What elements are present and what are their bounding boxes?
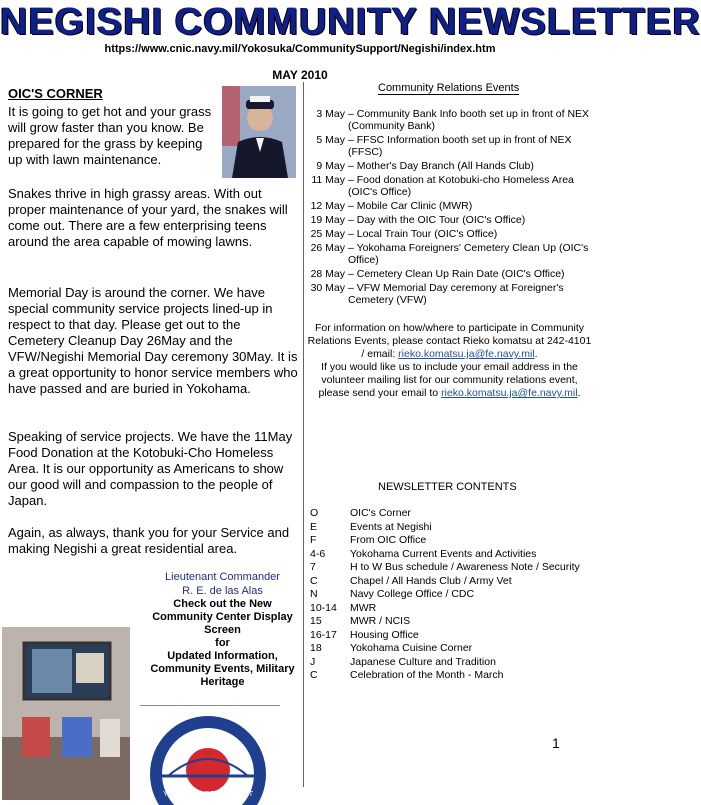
event-text: – Cemetery Clean Up Rain Date (OIC's Office) [348,268,565,280]
contents-key: 15 [310,615,322,627]
event-date: 12 May [310,200,345,212]
contents-item [310,507,595,520]
event-date: 25 May [310,228,345,240]
event-date: 28 May [310,268,345,280]
oic-paragraph: Speaking of service projects. We have the 11May Food Donation at the Kotobuki-Cho Homeless Area. It is our opportunity as Americans to show our good will and compassion to the people of Japan. [8,429,293,508]
event-date: 3 May [316,108,345,120]
newsletter-contents-heading: NEWSLETTER CONTENTS [378,481,517,493]
event-date: 5 May [316,134,345,146]
event-date: 11 May [311,174,345,186]
contents-key: E [310,520,318,533]
event-item [307,214,592,226]
contents-key: 7 [310,561,316,573]
column-divider [303,82,304,787]
contents-value: Housing Office [350,628,419,641]
contents-value: MWR [350,601,377,614]
events-list [307,108,592,308]
event-item [307,282,592,306]
event-item [307,134,592,158]
community-center-photo [2,627,130,800]
event-item [307,108,592,132]
contents-value: Yokohama Current Events and Activities [350,547,537,560]
oic-paragraph: It is going to get hot and your grass will grow faster than you know. Be prepared for the grass by keeping up with lawn maintenance. [8,104,212,167]
contents-value: From OIC Office [350,534,427,546]
contents-key: F [310,534,317,546]
display-note-line: Community Events, Military [150,663,295,675]
contents-list [310,507,595,683]
oic-paragraph: Again, as always, thank you for your Service and making Negishi a great residential area. [8,525,290,556]
yokohama-detachment-seal [148,712,268,798]
oic-paragraph: Memorial Day is around the corner. We have special community service projects lined-up in respect to that day. Please get out to the Cemetery Cleanup Day 26May and the VFW/Negishi Memorial Day ceremony 30May. It is a great opportunity to honor service members who have passed and are buried in Yokohama. [8,285,298,396]
signature-name: R. E. de las Alas [182,585,263,597]
contents-value: MWR / NCIS [350,615,411,627]
event-text: – Community Bank Info booth set up in front of NEX (Community Bank) [348,108,590,132]
contents-key: J [310,655,316,668]
event-text: – Food donation at Kotobuki-cho Homeless Area (OIC's Office) [348,174,574,198]
contents-key: 18 [310,642,322,654]
event-item [307,228,592,240]
issue-month: MAY 2010 [272,68,328,82]
event-item [307,268,592,280]
newsletter-title: NEGISHI COMMUNITY NEWSLETTER [0,1,701,43]
page-number: 1 [552,735,560,751]
contact-email-link[interactable]: rieko.komatsu.ja@fe.navy.mil [398,348,535,360]
contact-info: For information on how/where to participate in Community Relations Events, please contact Rieko komatsu at 242-4101 / email: rieko.komatsu.ja@fe.navy.mil. If you would like us to include your email address in the volunteer mailing list for our community relations event, please send your email to rieko.komatsu.ja@fe.navy.mil. [307,322,592,399]
contents-key: N [310,588,318,600]
display-note-line: Check out the New [173,598,272,610]
display-note-line: Heritage [200,676,245,688]
contents-item [310,642,595,655]
event-text: – Yokohama Foreigners' Cemetery Clean Up (OIC's Office) [348,242,589,266]
event-item [307,174,592,198]
community-relations-heading: Community Relations Events [378,82,520,94]
mailing-email-link[interactable]: rieko.komatsu.ja@fe.navy.mil [441,387,578,399]
contents-item [310,521,595,534]
contents-item [310,588,595,601]
contents-item [310,575,595,588]
event-item [307,242,592,266]
contents-item [310,629,595,642]
display-note-line: Screen [204,624,241,636]
contents-key: C [310,669,318,681]
contents-item [310,602,595,615]
event-text: – VFW Memorial Day ceremony at Foreigner's Cemetery (VFW) [348,282,564,306]
contents-value: Events at Negishi [350,520,432,533]
contents-value: Navy College Office / CDC [350,588,475,600]
oic-corner-heading: OIC'S CORNER [8,86,103,101]
contents-item [310,669,595,682]
contents-value: Celebration of the Month - March [350,669,504,681]
event-text: – Local Train Tour (OIC's Office) [348,228,498,240]
contact-info-text: For information on how/where to participate in Community Relations Events, please contact Rieko komatsu at 242-4101 / email: [307,322,592,360]
display-note-line: Community Center Display [152,611,293,623]
contents-item [310,548,595,561]
contents-value: Japanese Culture and Tradition [350,655,496,668]
event-item [307,200,592,212]
contents-value: Yokohama Cuisine Corner [350,642,473,654]
contents-value: OIC's Corner [350,507,411,519]
contents-item [310,561,595,574]
event-text: – Day with the OIC Tour (OIC's Office) [348,214,526,226]
event-date: 19 May [310,214,345,226]
contents-key: 16-17 [310,628,337,641]
contents-key: 10-14 [310,601,337,614]
display-screen-note [140,598,305,689]
event-item [307,160,592,172]
display-note-line: for [215,637,230,649]
divider [140,705,280,706]
contents-key: 4-6 [310,547,326,560]
event-date: 30 May [310,282,345,294]
contents-value: Chapel / All Hands Club / Army Vet [350,574,512,587]
contents-value: H to W Bus schedule / Awareness Note / Security [350,561,580,573]
event-date: 9 May [316,160,345,172]
event-text: – FFSC Information booth set up in front of NEX (FFSC) [348,134,572,158]
event-text: – Mobile Car Clinic (MWR) [348,200,473,212]
signature-rank: Lieutenant Commander [165,571,280,583]
contents-key: O [310,507,319,519]
seal-text: YOKOHAMA DETACHMENT [162,791,254,798]
contents-item [310,656,595,669]
mailing-list-text: If you would like us to include your email address in the volunteer mailing list for our community relations event, please send your email to [318,361,578,399]
contents-item [310,615,595,628]
event-text: – Mother's Day Branch (All Hands Club) [348,160,534,172]
contents-key: C [310,574,318,587]
website-url[interactable]: https://www.cnic.navy.mil/Yokosuka/CommunitySupport/Negishi/index.htm [104,43,496,55]
display-note-line: Updated Information, [167,650,278,662]
oic-portrait-photo [222,86,296,178]
contents-item [310,534,595,547]
oic-paragraph: Snakes thrive in high grassy areas. With out proper maintenance of your yard, the snakes will come out. There are a few enterprising teens around the area capable of mowing lawns. [8,186,288,249]
event-date: 26 May [310,242,345,254]
